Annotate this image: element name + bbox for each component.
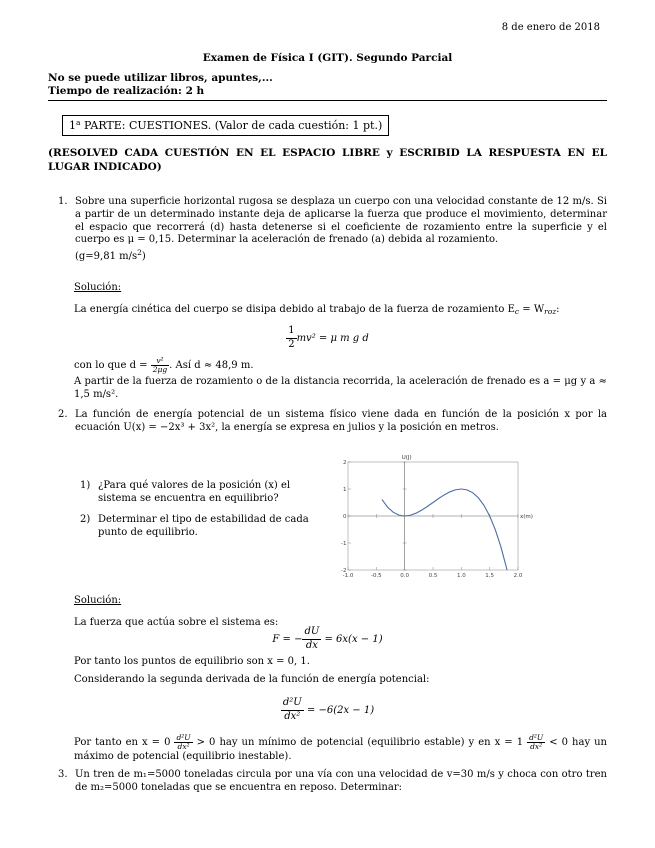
q2-solution-paragraph-4 [74, 734, 607, 764]
exam-date: 8 de enero de 2018 [501, 22, 600, 33]
curve-data-point [387, 507, 388, 508]
y-axis-label: U(J) [401, 455, 412, 461]
subquestion-number: 1) [80, 480, 91, 491]
q2-subquestion-2 [80, 514, 320, 540]
exam-rules [48, 72, 273, 98]
curve-data-point [416, 513, 417, 514]
curve-data-point [450, 492, 451, 493]
x-tick-label: 0.5 [428, 573, 438, 579]
equation-lhs: F = − [272, 633, 303, 645]
exam-title: Examen de Física I (GIT). Segundo Parcial [202, 52, 453, 64]
subquestion-number: 2) [80, 514, 91, 525]
question-number: 2. [58, 409, 68, 420]
frac-den: 2μg [152, 364, 168, 374]
x-axis-label: x(m) [520, 514, 533, 520]
curve-data-point [461, 489, 462, 490]
curve-data-point [410, 515, 411, 516]
q1-solution-paragraph-1 [74, 304, 607, 317]
x-tick-label: 0.0 [400, 573, 410, 579]
curve-data-point [438, 498, 439, 499]
question-number: 1. [58, 196, 68, 207]
curve-data-point [478, 497, 479, 498]
chart-ticks [341, 460, 523, 579]
curve-data-point [393, 512, 394, 513]
curve-data-point [421, 510, 422, 511]
sol-text: > 0 hay un mínimo de potencial (equilibrio estable) y en x = 1 [192, 736, 528, 748]
sol-sub: c [514, 307, 520, 316]
sol-text: La energía cinética del cuerpo se disipa debido al trabajo de la fuerza de rozamiento E [74, 304, 515, 315]
curve-data-point [484, 505, 485, 506]
x-tick-label: 1.5 [485, 573, 495, 579]
solution-label: Solución: [74, 282, 122, 293]
curve-data-point [444, 495, 445, 496]
x-tick-label: 1.0 [456, 573, 466, 579]
x-tick-label: -1.0 [342, 573, 354, 579]
frac-num: dU [302, 626, 321, 640]
q1-equation-energy [0, 325, 655, 352]
question-text: Sobre una superficie horizontal rugosa se desplaza un cuerpo con una velocidad constante de 12 m/s. Si a partir de un determinado instante deja de aplicarse la fuerza que produce el movimiento, determinar el espacio que recorrerá (d) hasta detenerse si el coeficiente de rozamiento entre la superficie y el cuerpo es μ = 0,15. Determinar la aceleración de frenado (a) debida al rozamiento. [75, 196, 607, 246]
question-number: 3. [58, 769, 68, 780]
part-heading-box [62, 115, 389, 136]
sol-sub: roz [544, 307, 557, 316]
frac-den: 2 [288, 338, 295, 350]
part-ordinal-sup: a [76, 118, 81, 127]
curve-data-point [399, 515, 400, 516]
frac-den: dx² [177, 741, 190, 751]
curve-data-point [455, 489, 456, 490]
frac-num: d²U [281, 697, 304, 711]
curve-data-point [382, 499, 383, 500]
equation-rhs: mv² = μ m g d [296, 332, 369, 344]
rule-time: Tiempo de realización: 2 h [48, 85, 205, 98]
equation-rhs: = −6(2x − 1) [303, 704, 375, 716]
frac-den: dx² [530, 741, 543, 751]
y-tick-label: 0 [343, 514, 347, 520]
curve-data-point [427, 506, 428, 507]
frac-num: d²U [529, 733, 544, 742]
y-tick-label: 2 [343, 460, 347, 466]
q2-subquestion-1 [80, 480, 320, 506]
one-half-fraction [286, 325, 296, 352]
du-dx-fraction [302, 626, 321, 653]
frac-num: v² [151, 357, 169, 366]
rule-no-books: No se puede utilizar libros, apuntes,... [48, 72, 273, 84]
curve-data-point [472, 492, 473, 493]
curve-data-point [495, 530, 496, 531]
q2-solution-paragraph-3: Considerando la segunda derivada de la función de energía potencial: [74, 674, 430, 685]
curve-data-point [489, 516, 490, 517]
x-tick-label: -0.5 [370, 573, 382, 579]
frac-den: dx [305, 639, 318, 651]
q2-solution-paragraph-2: Por tanto los puntos de equilibrio son x = 0, 1. [74, 656, 310, 667]
second-derivative-inline [527, 734, 545, 751]
header-divider [48, 100, 607, 101]
frac-num: d²U [176, 733, 191, 742]
question-text: La función de energía potencial de un sistema físico viene dada en función de la posición x por la ecuación U(x) = −2x³ + 3x², la energía se expresa en julios y la posición en metros. [75, 409, 607, 433]
sol-text: . Así d ≈ 48,9 m. [169, 359, 254, 371]
q2-equation-force [0, 626, 655, 653]
equation-rhs: = 6x(x − 1) [321, 633, 383, 645]
frac-den: dx² [284, 710, 301, 722]
gravity-note-text: (g=9,81 m/s [75, 251, 138, 263]
curve-data-point [467, 490, 468, 491]
curve-data-point [404, 516, 405, 517]
second-derivative-inline [174, 734, 192, 751]
gravity-note-end: ) [141, 251, 146, 263]
curve-data-point [433, 502, 434, 503]
potential-energy-chart [338, 450, 538, 582]
curve-data-point [501, 547, 502, 548]
part-ordinal: 1 [69, 119, 76, 132]
curve-data-point [506, 568, 507, 569]
sol-text: < 0 hay un máximo de potencial (equilibrio inestable). [74, 736, 607, 762]
q2-solution-paragraph-1: La fuerza que actúa sobre el sistema es: [74, 617, 279, 628]
frac-num: 1 [286, 325, 296, 339]
chart-series [382, 489, 515, 582]
distance-fraction [151, 357, 169, 374]
y-tick-label: 1 [343, 487, 347, 493]
question-3 [58, 769, 607, 795]
potential-energy-curve [382, 489, 515, 582]
sol-text: con lo que d = [74, 359, 151, 371]
answer-instructions: (RESOLVED CADA CUESTIÓN EN EL ESPACIO LIBRE y ESCRIBID LA RESPUESTA EN EL LUGAR INDICADO) [48, 147, 607, 173]
question-text: Un tren de m₁=5000 toneladas circula por una vía con una velocidad de v=30 m/s y choca con otro tren de m₂=5000 toneladas que se encuentra en reposo. Determinar: [75, 769, 607, 793]
question-2 [58, 409, 607, 435]
second-derivative-fraction [281, 697, 304, 724]
y-tick-label: -1 [341, 541, 347, 547]
subquestion-text: Determinar el tipo de estabilidad de cada punto de equilibrio. [98, 514, 309, 538]
question-1 [58, 196, 607, 264]
y-tick-label: -2 [341, 568, 347, 574]
sol-text: Por tanto en x = 0 [74, 736, 175, 748]
x-tick-label: 2.0 [513, 573, 523, 579]
q1-solution-paragraph-3: A partir de la fuerza de rozamiento o de la distancia recorrida, la aceleración de frenado es a = μg y a ≈ 1,5 m/s². [74, 376, 607, 400]
q2-equation-second-derivative [0, 697, 655, 724]
sol-text: = W [519, 304, 545, 315]
chart-axes [348, 462, 518, 570]
q1-solution-paragraph-2 [74, 357, 607, 374]
subquestion-text: ¿Para qué valores de la posición (x) el sistema se encuentra en equilibrio? [98, 480, 291, 504]
part-heading-text: PARTE: CUESTIONES. (Valor de cada cuestión: 1 pt.) [80, 119, 383, 132]
sol-text: : [556, 304, 560, 315]
gravity-note: (g=9,81 $m/s^2$) [75, 248, 146, 263]
solution-label: Solución: [74, 595, 122, 606]
